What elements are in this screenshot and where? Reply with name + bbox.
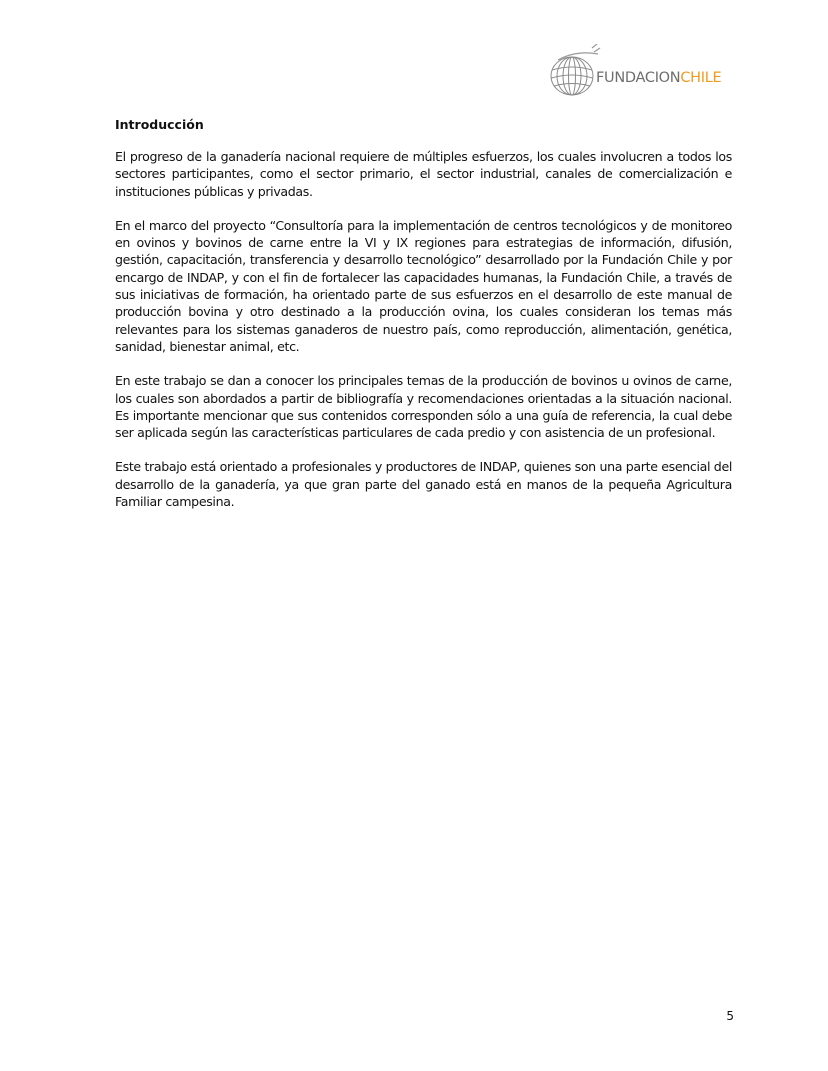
paragraph: Este trabajo está orientado a profesionales y productores de INDAP, quienes son una parte esencial del desarrollo de la ganadería, ya que gran parte del ganado está en manos de la pequeña Agricultura Familiar campesina. (115, 459, 732, 510)
logo-word-fundacion: FUNDACION (596, 70, 681, 86)
paragraph: En el marco del proyecto “Consultoría para la implementación de centros tecnológicos y de monitoreo en ovinos y bovinos de carne entre la VI y IX regiones para estrategias de información, difusión, gestión, capacitación, transferencia y desarrollo tecnológico” desarrollado por la Fundación Chile y por encargo de INDAP, y con el fin de fortalecer las capacidades humanas, la Fundación Chile, a través de sus iniciativas de formación, ha orientado parte de sus esfuerzos en el desarrollo de este manual de producción bovina y otro destinado a la producción ovina, los cuales consideran los temas más relevantes para los sistemas ganaderos de nuestro país, como reproducción, alimentación, genética, sanidad, bienestar animal, etc. (115, 217, 732, 354)
page-number: 5 (726, 1009, 734, 1023)
paragraph: El progreso de la ganadería nacional requiere de múltiples esfuerzos, los cuales involucren a todos los sectores participantes, como el sector primario, el sector industrial, canales de comercialización e instituciones públicas y privadas. (115, 149, 732, 199)
logo-word-chile: CHILE (680, 70, 722, 86)
document-body (115, 116, 732, 527)
paragraph: En este trabajo se dan a conocer los principales temas de la producción de bovinos u ovinos de carne, los cuales son abordados a partir de bibliografía y recomendaciones orientadas a la situación nacional. Es importante mencionar que sus contenidos corresponden sólo a una guía de referencia, la cual debe ser aplicada según las características particulares de cada predio y con asistencia de un profesional. (115, 373, 732, 441)
fundacion-chile-logo (548, 44, 738, 100)
section-heading: Introducción (115, 117, 204, 132)
logo-wordmark (596, 71, 721, 86)
